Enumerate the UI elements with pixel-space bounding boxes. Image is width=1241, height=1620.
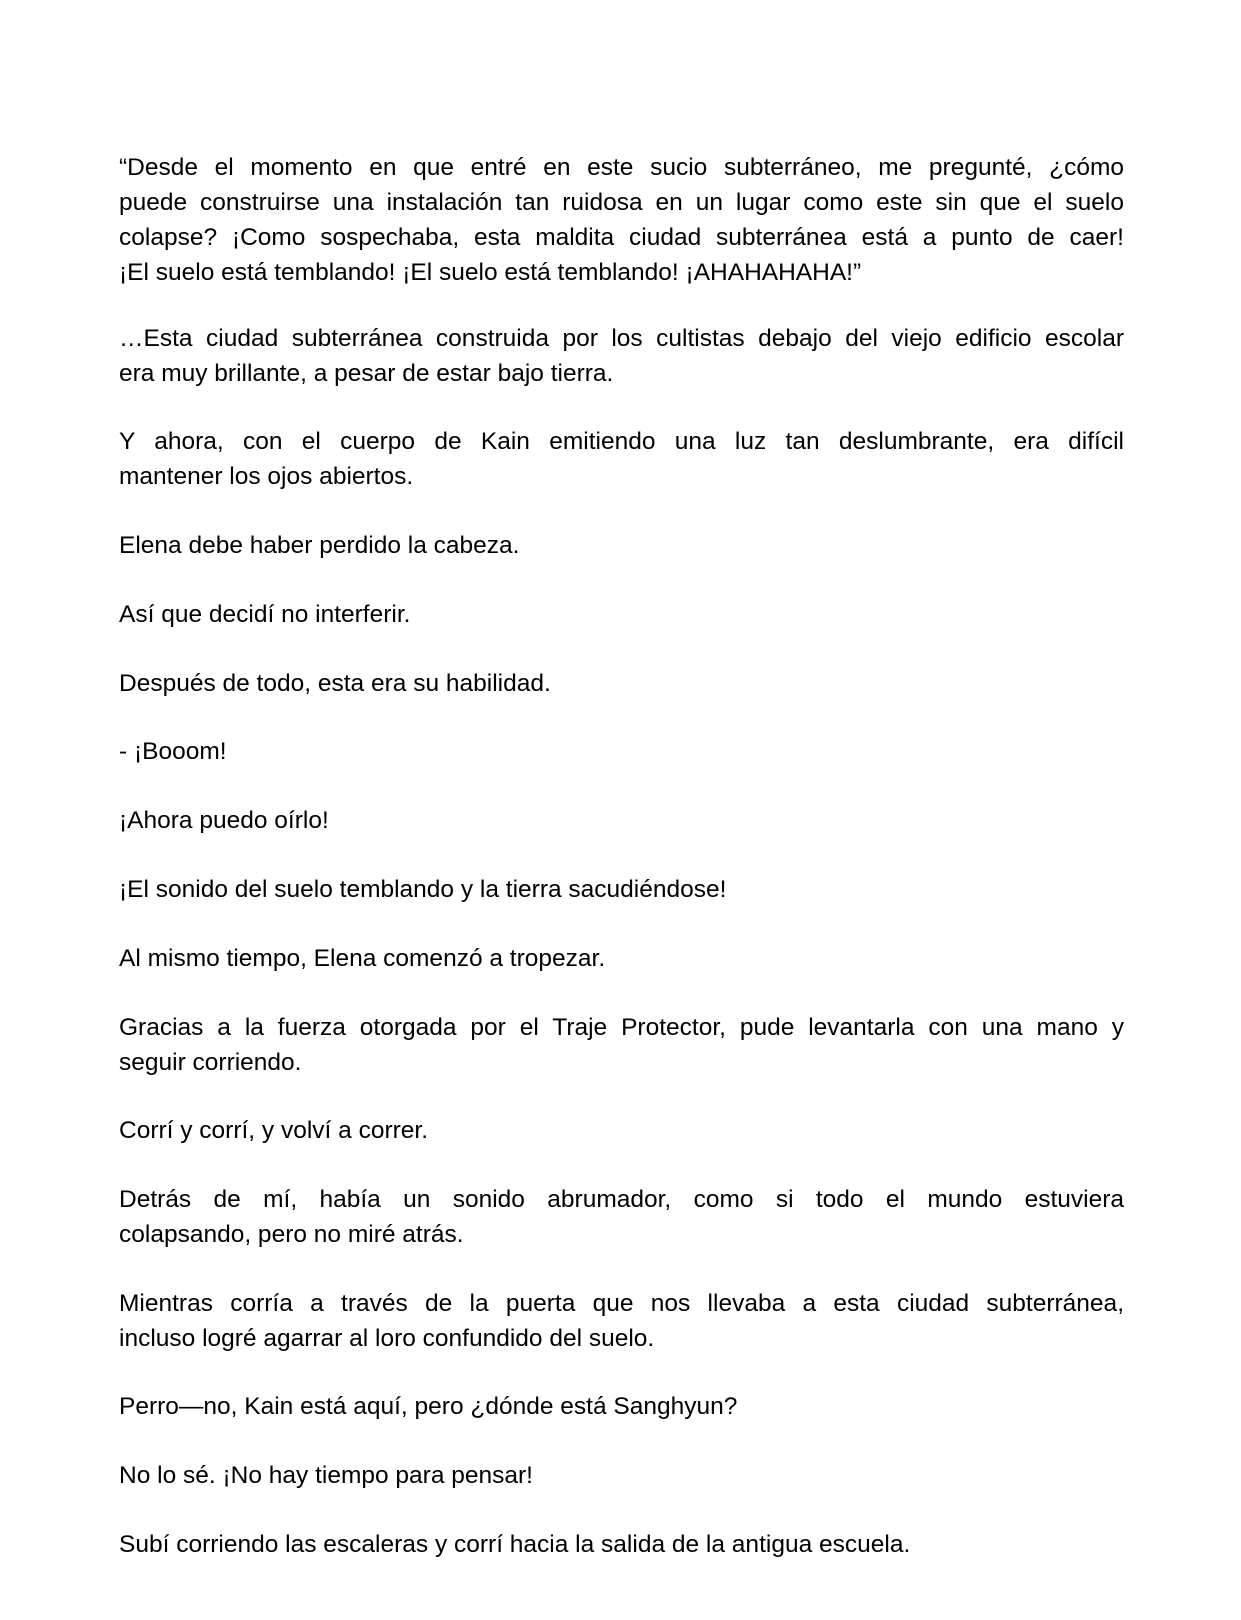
text-line: Mientras corría a través de la puerta que nos llevaba a esta ciudad subterránea,	[119, 1290, 1124, 1317]
paragraph	[119, 1458, 1124, 1493]
text-line: ¡El suelo está temblando! ¡El suelo está temblando! ¡AHAHAHAHA!”	[119, 259, 862, 286]
paragraph	[119, 528, 1124, 563]
paragraph	[119, 1389, 1124, 1424]
text-line: seguir corriendo.	[119, 1049, 302, 1076]
text-line: Y ahora, con el cuerpo de Kain emitiendo una luz tan deslumbrante, era difícil	[119, 428, 1124, 455]
text-line: colapse? ¡Como sospechaba, esta maldita ciudad subterránea está a punto de caer!	[119, 224, 1124, 251]
text-line: Al mismo tiempo, Elena comenzó a tropezar.	[119, 945, 606, 972]
text-line: Elena debe haber perdido la cabeza.	[119, 532, 520, 559]
text-line: incluso logré agarrar al loro confundido del suelo.	[119, 1325, 655, 1352]
paragraph	[119, 666, 1124, 701]
text-line: Después de todo, esta era su habilidad.	[119, 670, 551, 697]
text-line: ¡El sonido del suelo temblando y la tierra sacudiéndose!	[119, 876, 727, 903]
paragraph	[119, 734, 1124, 769]
text-line: “Desde el momento en que entré en este sucio subterráneo, me pregunté, ¿cómo	[119, 154, 1124, 181]
paragraph	[119, 1286, 1124, 1356]
text-line: No lo sé. ¡No hay tiempo para pensar!	[119, 1462, 533, 1489]
paragraph	[119, 424, 1124, 494]
paragraph	[119, 872, 1124, 907]
paragraph	[119, 321, 1124, 391]
text-line: Perro—no, Kain está aquí, pero ¿dónde está Sanghyun?	[119, 1393, 738, 1420]
paragraph	[119, 941, 1124, 976]
text-line: puede construirse una instalación tan ruidosa en un lugar como este sin que el suelo	[119, 189, 1124, 216]
paragraph	[119, 803, 1124, 838]
text-line: - ¡Booom!	[119, 738, 227, 765]
paragraph-dialogue	[119, 150, 1124, 290]
text-line: mantener los ojos abiertos.	[119, 463, 414, 490]
text-line: era muy brillante, a pesar de estar bajo tierra.	[119, 360, 614, 387]
text-line: Detrás de mí, había un sonido abrumador, como si todo el mundo estuviera	[119, 1186, 1124, 1213]
paragraph	[119, 1527, 1124, 1562]
text-line: Gracias a la fuerza otorgada por el Traje Protector, pude levantarla con una mano y	[119, 1014, 1124, 1041]
text-line: Subí corriendo las escaleras y corrí hacia la salida de la antigua escuela.	[119, 1531, 911, 1558]
text-line: Así que decidí no interferir.	[119, 601, 411, 628]
text-line: Corrí y corrí, y volví a correr.	[119, 1117, 429, 1144]
paragraph	[119, 1010, 1124, 1080]
paragraph	[119, 597, 1124, 632]
text-line: …Esta ciudad subterránea construida por los cultistas debajo del viejo edificio escolar	[119, 325, 1124, 352]
text-line: colapsando, pero no miré atrás.	[119, 1221, 464, 1248]
paragraph	[119, 1182, 1124, 1252]
text-line: ¡Ahora puedo oírlo!	[119, 807, 329, 834]
paragraph	[119, 1113, 1124, 1148]
